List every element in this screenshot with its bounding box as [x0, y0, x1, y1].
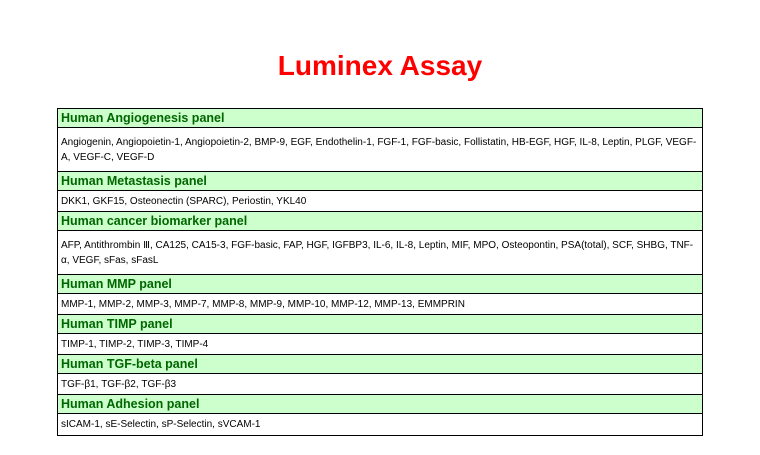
panel-header-mmp: Human MMP panel: [58, 275, 702, 294]
panel-table: [57, 108, 703, 436]
panel-header-angiogenesis: Human Angiogenesis panel: [58, 109, 702, 128]
panel-markers-mmp: [58, 294, 702, 315]
panel-markers-cancer-biomarker: [58, 231, 702, 275]
panel-markers-angiogenesis: [58, 128, 702, 172]
panel-markers-metastasis: [58, 191, 702, 212]
panel-header-metastasis: Human Metastasis panel: [58, 172, 702, 191]
panel-header-tgf-beta: Human TGF-beta panel: [58, 355, 702, 374]
markers-text: DKK1, GKF15, Osteonectin (SPARC), Periostin, YKL40: [61, 195, 307, 207]
panel-header-timp: Human TIMP panel: [58, 315, 702, 334]
markers-text: TGF-β1, TGF-β2, TGF-β3: [61, 378, 177, 390]
page-title: Luminex Assay: [277, 50, 483, 81]
panel-markers-tgf-beta: [58, 374, 702, 395]
panel-header-adhesion: Human Adhesion panel: [58, 395, 702, 414]
markers-text: TIMP-1, TIMP-2, TIMP-3, TIMP-4: [61, 338, 209, 350]
panel-markers-adhesion: [58, 414, 702, 435]
markers-text: MMP-1, MMP-2, MMP-3, MMP-7, MMP-8, MMP-9, MMP-10, MMP-12, MMP-13, EMMPRIN: [61, 298, 465, 310]
panel-header-cancer-biomarker: Human cancer biomarker panel: [58, 212, 702, 231]
markers-text: sICAM-1, sE-Selectin, sP-Selectin, sVCAM-1: [61, 419, 261, 430]
markers-text: Angiogenin, Angiopoietin-1, Angiopoietin-2, BMP-9, EGF, Endothelin-1, FGF-1, FGF-basic, Follistatin, HB-EGF, HGF, IL-8, Leptin, PLGF, VEGF-A, VEGF-C, VEGF-D: [61, 136, 697, 163]
markers-text: AFP, Antithrombin Ⅲ, CA125, CA15-3, FGF-basic, FAP, HGF, IGFBP3, IL-6, IL-8, Leptin, MIF, MPO, Osteopontin, PSA(total), SCF, SHBG, TNF-α, VEGF, sFas, sFasL: [61, 239, 694, 266]
panel-markers-timp: [58, 334, 702, 355]
